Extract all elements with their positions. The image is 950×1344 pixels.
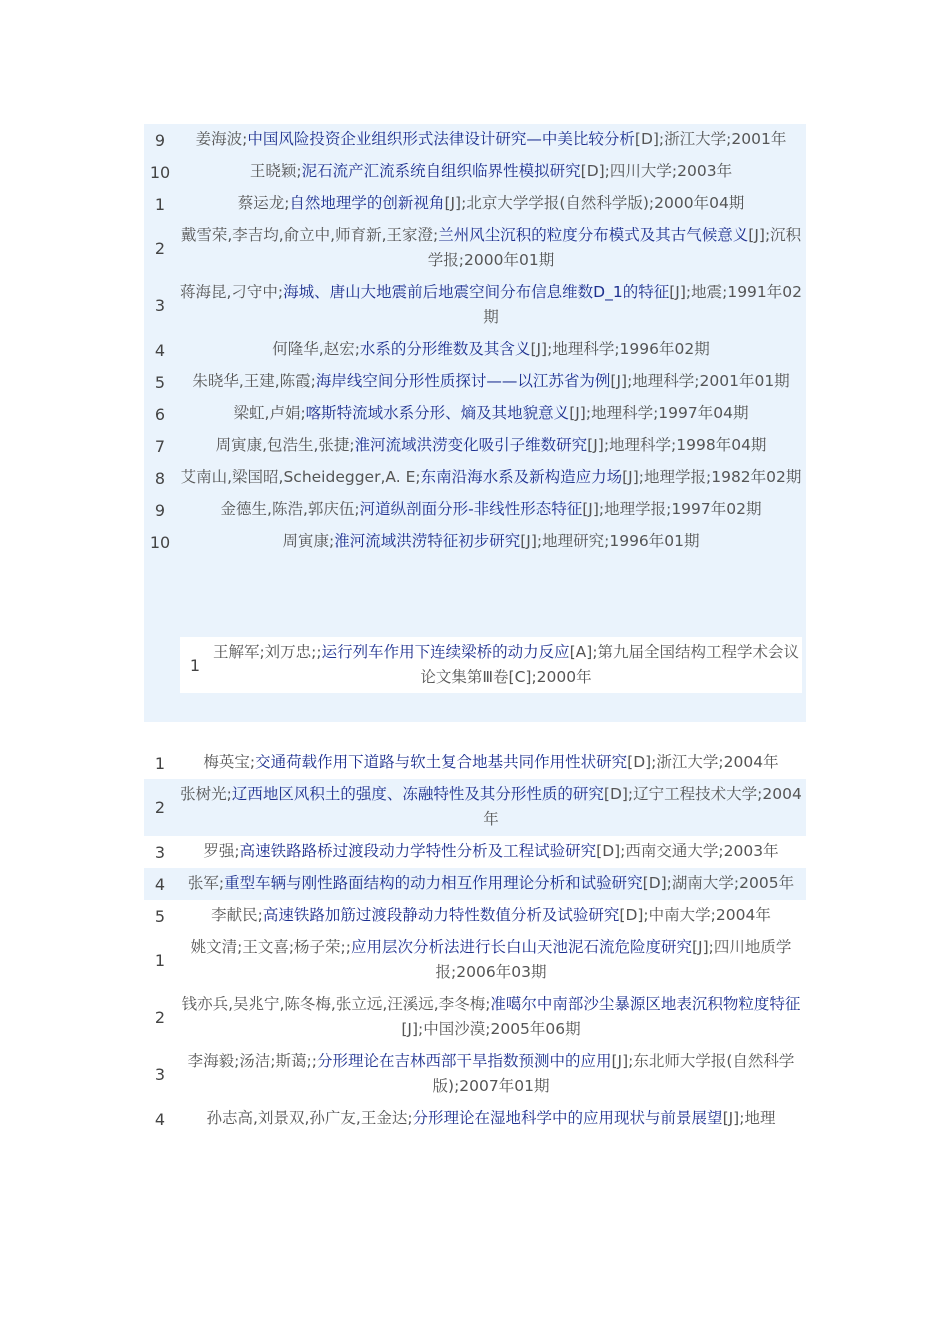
row-number: 3 bbox=[154, 1065, 166, 1084]
reference-row bbox=[144, 124, 806, 156]
reference-source: [D];浙江大学;2001年 bbox=[634, 130, 787, 148]
reference-authors: 罗强; bbox=[203, 842, 240, 860]
reference-source: [D];浙江大学;2004年 bbox=[627, 753, 779, 771]
reference-row bbox=[144, 747, 806, 779]
reference-row bbox=[144, 836, 806, 868]
reference-row bbox=[144, 156, 806, 188]
reference-authors: 朱晓华,王建,陈霞; bbox=[192, 372, 316, 390]
reference-source: [D];湖南大学;2005年 bbox=[642, 874, 795, 892]
reference-row bbox=[144, 334, 806, 366]
reference-row bbox=[144, 277, 806, 334]
reference-table-1 bbox=[144, 124, 806, 558]
reference-title-link[interactable]: 重型车辆与刚性路面结构的动力相互作用理论分析和试验研究 bbox=[224, 874, 643, 892]
reference-authors: 戴雪荣,李吉均,俞立中,师育新,王家澄; bbox=[180, 226, 439, 244]
reference-source: [J];地理科学;1998年04期 bbox=[587, 436, 767, 454]
reference-authors: 李海毅;汤洁;斯蔼;; bbox=[187, 1052, 317, 1070]
reference-row bbox=[144, 779, 806, 836]
reference-source: [J];沉积学报;2000年01期 bbox=[427, 226, 802, 269]
reference-text bbox=[176, 430, 806, 462]
row-number: 1 bbox=[154, 951, 166, 970]
row-number: 4 bbox=[154, 1109, 166, 1129]
reference-authors: 钱亦兵,吴兆宁,陈冬梅,张立远,汪溪远,李冬梅; bbox=[181, 995, 491, 1013]
reference-title-link[interactable]: 淮河流域洪涝变化吸引子维数研究 bbox=[354, 436, 588, 454]
reference-text bbox=[176, 747, 806, 779]
reference-text bbox=[176, 124, 806, 156]
reference-text bbox=[176, 220, 806, 277]
reference-row bbox=[144, 868, 806, 900]
row-number: 10 bbox=[149, 532, 171, 552]
reference-authors: 姚文清;王文喜;杨子荣;; bbox=[190, 938, 351, 956]
row-number: 2 bbox=[144, 779, 176, 836]
reference-source: [D];辽宁工程技术大学;2004年 bbox=[483, 785, 802, 828]
reference-source: [J];地理研究;1996年01期 bbox=[520, 532, 700, 550]
reference-authors: 梅英宝; bbox=[203, 753, 256, 771]
reference-authors: 孙志高,刘景双,孙广友,王金达; bbox=[206, 1109, 413, 1127]
reference-table-2 bbox=[144, 747, 806, 1135]
row-number: 6 bbox=[154, 404, 166, 424]
reference-text bbox=[176, 188, 806, 220]
row-number: 3 bbox=[154, 296, 166, 315]
reference-text bbox=[176, 156, 806, 188]
row-number: 5 bbox=[154, 906, 166, 926]
reference-title-link[interactable]: 淮河流域洪涝特征初步研究 bbox=[334, 532, 521, 550]
reference-title-link[interactable]: 分形理论在湿地科学中的应用现状与前景展望 bbox=[412, 1109, 723, 1127]
reference-source: [J];地理 bbox=[722, 1109, 776, 1127]
reference-authors: 张树光; bbox=[180, 785, 232, 803]
reference-text bbox=[176, 398, 806, 430]
reference-authors: 梁虹,卢娟; bbox=[233, 404, 306, 422]
reference-title-link[interactable]: 海岸线空间分形性质探讨——以江苏省为例 bbox=[315, 372, 611, 390]
reference-text bbox=[176, 277, 806, 334]
reference-authors: 李献民; bbox=[211, 906, 263, 924]
reference-authors: 王晓颖; bbox=[249, 162, 302, 180]
row-number: 5 bbox=[154, 372, 166, 392]
row-number: 1 bbox=[189, 655, 201, 675]
reference-title-link[interactable]: 水系的分形维数及其含义 bbox=[359, 340, 531, 358]
reference-text bbox=[176, 494, 806, 526]
reference-text bbox=[176, 366, 806, 398]
reference-source: [J];中国沙漠;2005年06期 bbox=[401, 1020, 581, 1038]
reference-block-1 bbox=[144, 124, 806, 722]
reference-row bbox=[144, 932, 806, 989]
reference-row bbox=[144, 366, 806, 398]
reference-source: [J];四川地质学报;2006年03期 bbox=[435, 938, 792, 981]
reference-text bbox=[176, 779, 806, 836]
reference-title-link[interactable]: 中国风险投资企业组织形式法律设计研究—中美比较分析 bbox=[247, 130, 635, 148]
reference-title-link[interactable]: 海城、唐山大地震前后地震空间分布信息维数D_1的特征 bbox=[283, 283, 670, 301]
reference-title-link[interactable]: 高速铁路加筋过渡段静动力特性数值分析及试验研究 bbox=[262, 906, 620, 924]
row-number: 1 bbox=[154, 194, 166, 214]
reference-authors: 金德生,陈浩,郭庆伍; bbox=[220, 500, 360, 518]
row-number: 2 bbox=[154, 1008, 166, 1027]
reference-text bbox=[176, 1103, 806, 1135]
reference-source: [D];西南交通大学;2003年 bbox=[596, 842, 779, 860]
reference-row bbox=[144, 188, 806, 220]
reference-source: [J];东北师大学报(自然科学版);2007年01期 bbox=[432, 1052, 795, 1095]
reference-title-link[interactable]: 准噶尔中南部沙尘暴源区地表沉积物粒度特征 bbox=[490, 995, 801, 1013]
row-number: 8 bbox=[154, 468, 166, 488]
reference-authors: 周寅康,包浩生,张捷; bbox=[215, 436, 355, 454]
reference-row bbox=[144, 1046, 806, 1103]
reference-block-2 bbox=[144, 747, 806, 1135]
reference-source: [J];地理科学;1997年04期 bbox=[569, 404, 749, 422]
reference-title-link[interactable]: 分形理论在吉林西部干旱指数预测中的应用 bbox=[316, 1052, 612, 1070]
row-number: 10 bbox=[149, 162, 171, 182]
row-number: 4 bbox=[154, 340, 166, 360]
reference-authors: 蔡运龙; bbox=[237, 194, 290, 212]
reference-title-link[interactable]: 自然地理学的创新视角 bbox=[289, 194, 445, 212]
reference-text bbox=[176, 1046, 806, 1103]
reference-source: [A];第九届全国结构工程学术会议论文集第Ⅲ卷[C];2000年 bbox=[420, 643, 800, 686]
reference-text bbox=[210, 640, 802, 690]
reference-source: [J];北京大学学报(自然科学版);2000年04期 bbox=[444, 194, 745, 212]
reference-row bbox=[144, 220, 806, 277]
row-number: 9 bbox=[154, 500, 166, 520]
row-number: 1 bbox=[154, 753, 166, 773]
reference-source: [D];四川大学;2003年 bbox=[580, 162, 733, 180]
reference-title-link[interactable]: 运行列车作用下连续梁桥的动力反应 bbox=[321, 643, 570, 661]
reference-text bbox=[176, 334, 806, 366]
reference-authors: 张军; bbox=[187, 874, 225, 892]
row-number: 3 bbox=[154, 842, 166, 862]
reference-title-link[interactable]: 交通荷载作用下道路与软土复合地基共同作用性状研究 bbox=[255, 753, 628, 771]
reference-text bbox=[176, 462, 806, 494]
reference-title-link[interactable]: 应用层次分析法进行长白山天池泥石流危险度研究 bbox=[350, 938, 692, 956]
reference-source: [J];地理科学;1996年02期 bbox=[530, 340, 710, 358]
reference-title-link[interactable]: 泥石流产汇流系统自组织临界性模拟研究 bbox=[301, 162, 581, 180]
reference-text bbox=[176, 868, 806, 900]
reference-row bbox=[144, 462, 806, 494]
reference-authors: 姜海波; bbox=[195, 130, 248, 148]
reference-text bbox=[176, 989, 806, 1046]
reference-text bbox=[176, 526, 806, 558]
reference-text bbox=[176, 900, 806, 932]
reference-row bbox=[144, 430, 806, 462]
reference-authors: 何隆华,赵宏; bbox=[272, 340, 360, 358]
reference-authors: 蒋海昆,刁守中; bbox=[180, 283, 284, 301]
reference-row bbox=[144, 494, 806, 526]
reference-source: [J];地理科学;2001年01期 bbox=[610, 372, 790, 390]
reference-title-link[interactable]: 东南沿海水系及新构造应力场 bbox=[420, 468, 623, 486]
row-number: 4 bbox=[144, 868, 176, 900]
reference-row bbox=[144, 1103, 806, 1135]
reference-authors: 王解军;刘万忠;; bbox=[212, 643, 322, 661]
nested-reference-row bbox=[180, 637, 802, 693]
row-number: 2 bbox=[154, 239, 166, 258]
reference-source: [J];地震;1991年02期 bbox=[483, 283, 802, 326]
reference-title-link[interactable]: 辽西地区风积土的强度、冻融特性及其分形性质的研究 bbox=[231, 785, 604, 803]
reference-title-link[interactable]: 河道纵剖面分形-非线性形态特征 bbox=[359, 500, 583, 518]
reference-source: [J];地理学报;1997年02期 bbox=[582, 500, 762, 518]
reference-row bbox=[144, 398, 806, 430]
reference-title-link[interactable]: 兰州风尘沉积的粒度分布模式及其古气候意义 bbox=[438, 226, 749, 244]
row-number: 9 bbox=[154, 130, 166, 150]
reference-text bbox=[176, 836, 806, 868]
reference-row bbox=[144, 989, 806, 1046]
reference-title-link[interactable]: 高速铁路路桥过渡段动力学特性分析及工程试验研究 bbox=[239, 842, 597, 860]
reference-text bbox=[176, 932, 806, 989]
row-number: 7 bbox=[154, 436, 166, 456]
reference-row bbox=[144, 900, 806, 932]
reference-source: [D];中南大学;2004年 bbox=[619, 906, 771, 924]
reference-authors: 周寅康; bbox=[282, 532, 335, 550]
reference-authors: 艾南山,梁国昭,Scheidegger,A. E; bbox=[180, 468, 421, 486]
reference-row bbox=[144, 526, 806, 558]
reference-title-link[interactable]: 喀斯特流域水系分形、熵及其地貌意义 bbox=[305, 404, 570, 422]
reference-source: [J];地理学报;1982年02期 bbox=[622, 468, 802, 486]
